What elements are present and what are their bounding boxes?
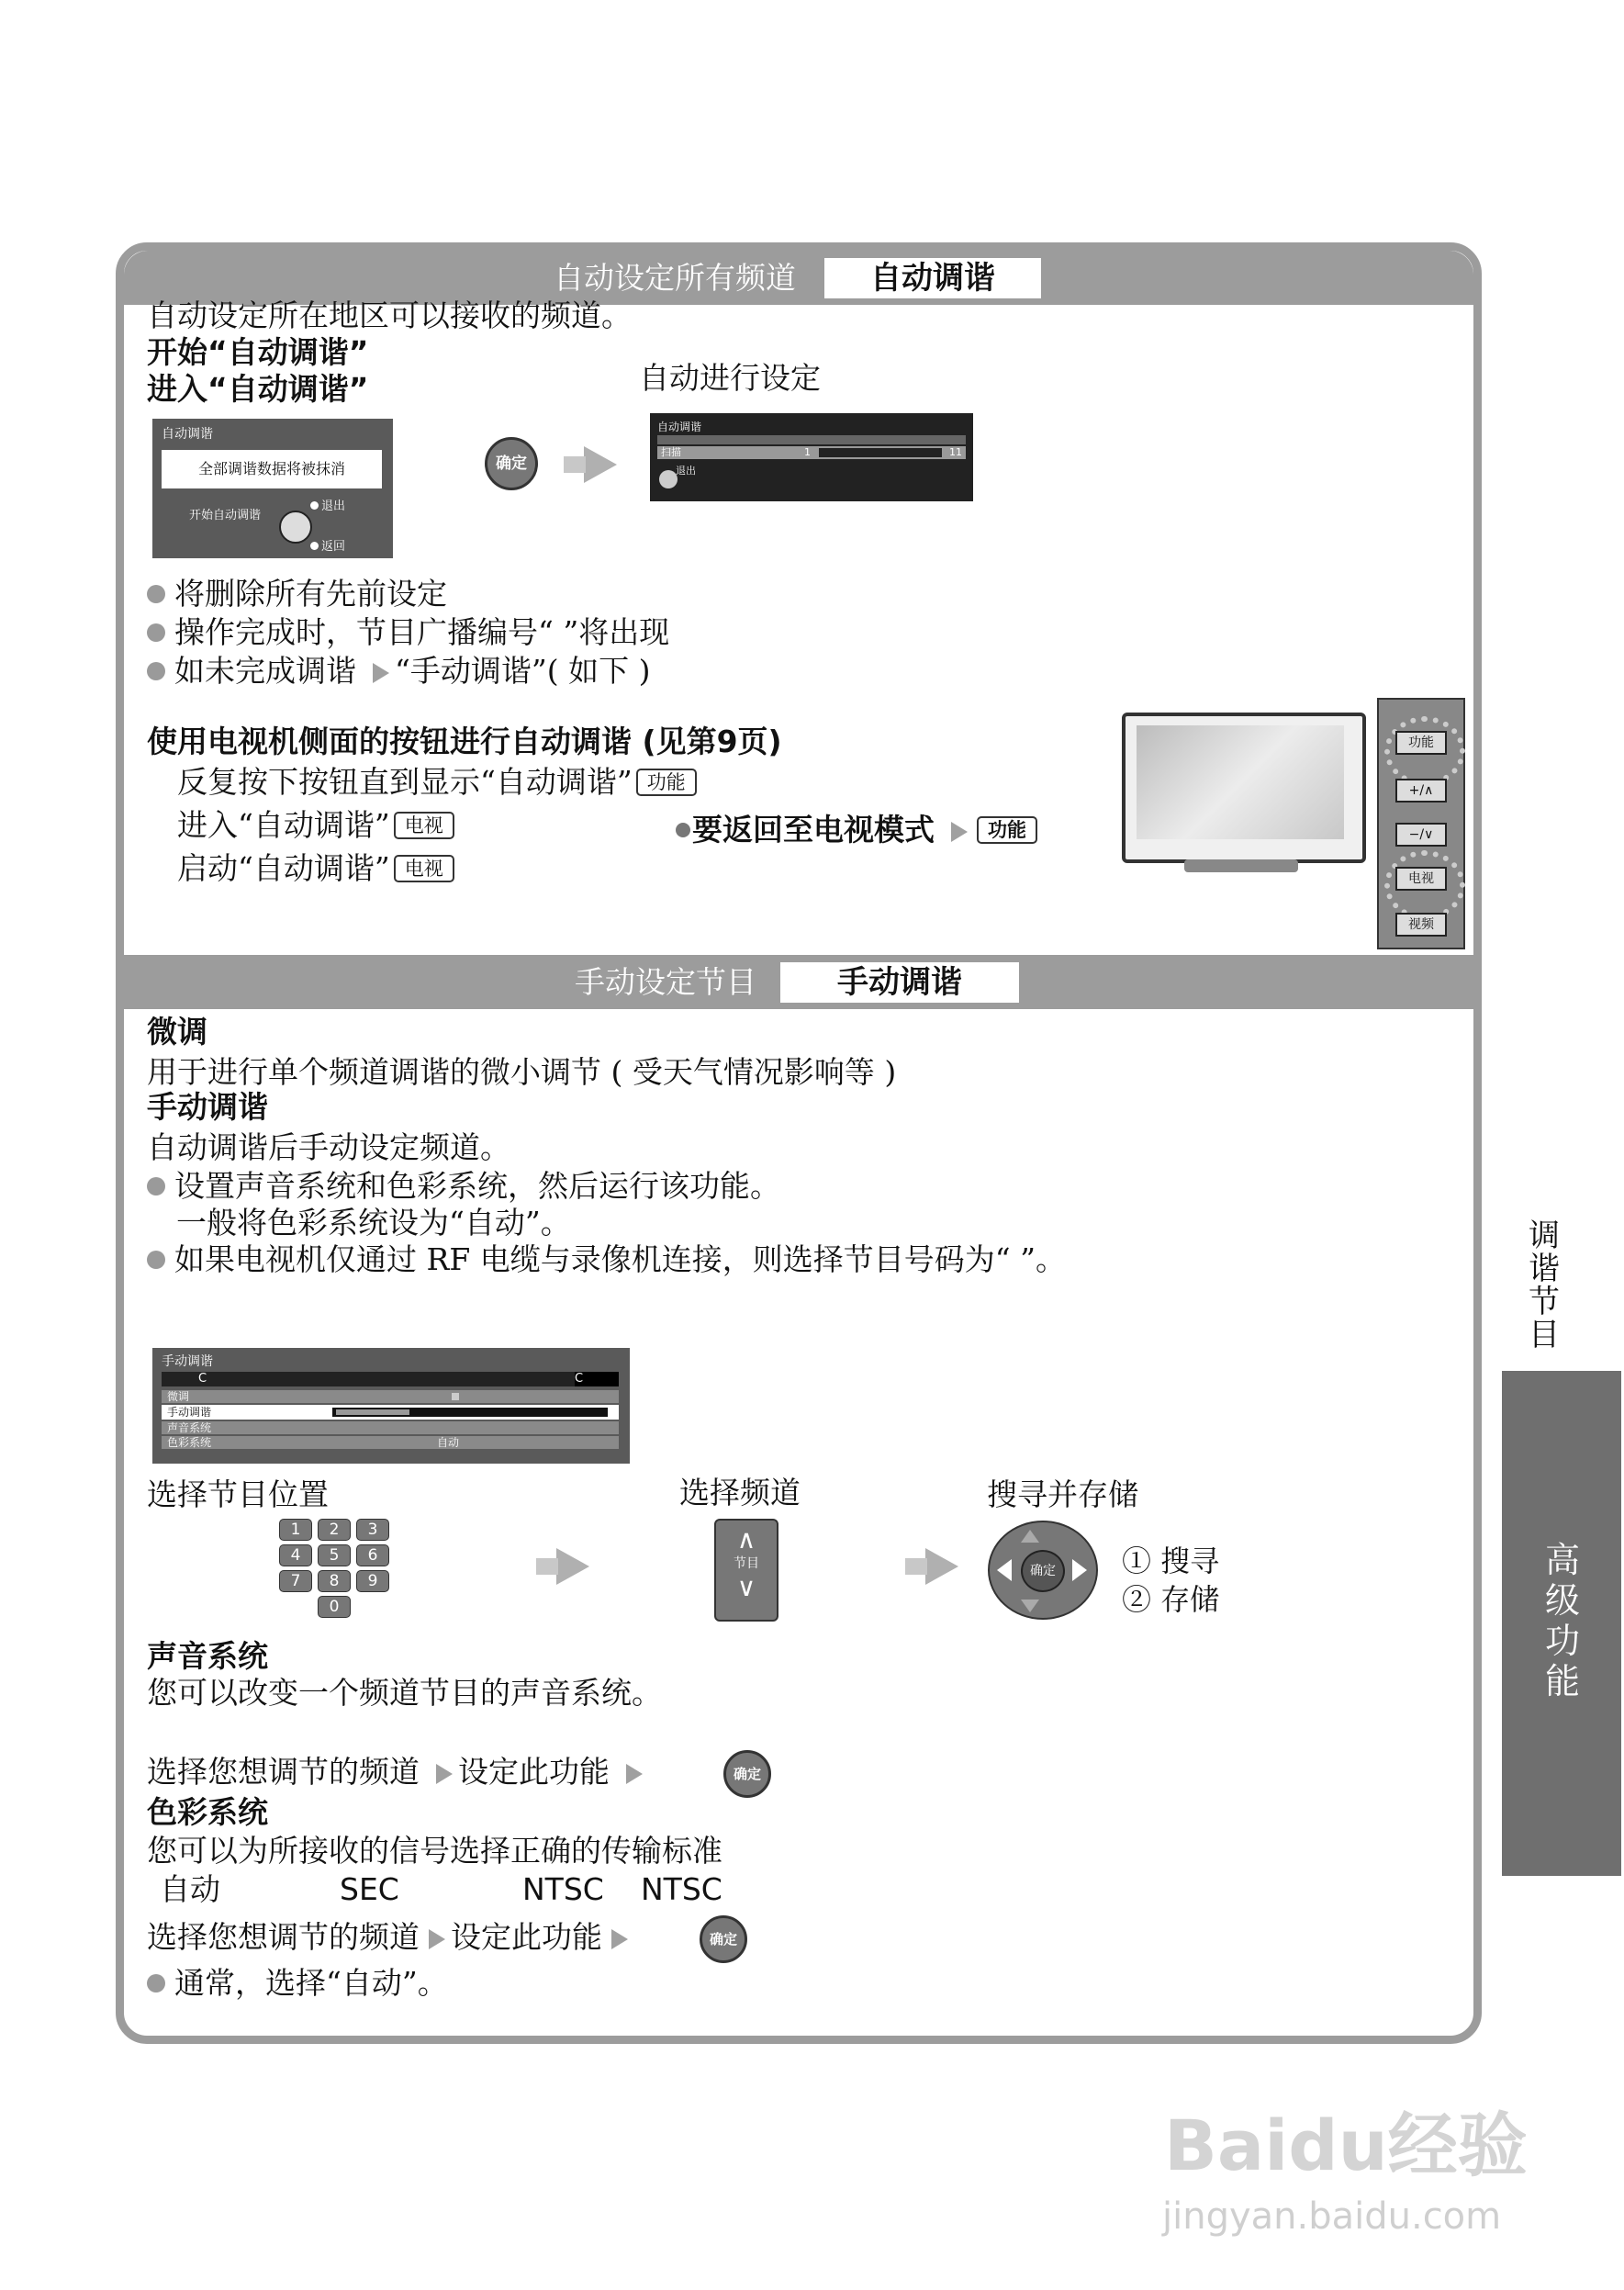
tv-key[interactable]: 电视 — [394, 812, 454, 839]
bullet-icon — [147, 1177, 165, 1196]
manual-screen-title: 手动调谐 — [162, 1354, 213, 1369]
scan-exit: 退出 — [676, 465, 696, 477]
step-select-position: 选择节目位置 — [147, 1476, 329, 1512]
arrow-right-icon — [556, 1548, 589, 1585]
scan-label: 扫描 — [661, 446, 681, 458]
dpad-up-icon — [1021, 1530, 1039, 1543]
arrow-icon — [626, 1764, 643, 1784]
manual-bullet2: 如果电视机仅通过 RF 电缆与录像机连接，则选择节目号码为“ ”。 — [174, 1241, 1066, 1277]
up-icon: ∧ — [736, 1524, 756, 1555]
row-fine[interactable]: 微调 — [162, 1390, 619, 1403]
function-key[interactable]: 功能 — [636, 769, 697, 796]
arrow-icon — [429, 1929, 445, 1949]
program-label: 节目 — [734, 1556, 759, 1571]
row-color[interactable]: 色彩系统 自动 — [162, 1436, 619, 1449]
key-2[interactable]: 2 — [318, 1519, 351, 1541]
bullet-delete: 将删除所有先前设定 — [174, 576, 447, 612]
dpad[interactable] — [988, 1521, 1098, 1620]
dpad-icon — [659, 470, 678, 488]
store-label: ② 存储 — [1122, 1582, 1220, 1617]
bullet-complete: 操作完成时，节目广播编号“ ”将出现 — [174, 614, 670, 650]
dpad-icon — [279, 511, 312, 544]
header-label: 自动调谐 — [824, 258, 1041, 298]
tv-key[interactable]: 电视 — [394, 855, 454, 882]
fine-desc: 用于进行单个频道调谐的微小调节 ( 受天气情况影响等 ) — [147, 1054, 897, 1090]
tv-side-panel — [1377, 698, 1465, 949]
color-opt-sec: SEC — [340, 1871, 399, 1907]
sound-step-a: 选择您想调节的频道 — [147, 1754, 420, 1790]
key-7[interactable]: 7 — [279, 1570, 312, 1592]
baidu-url: jingyan.baidu.com — [1162, 2195, 1502, 2238]
side-plus-button[interactable]: +/∧ — [1395, 779, 1447, 803]
bullet-incomplete: 如未完成调谐 — [174, 653, 356, 689]
bullet-icon — [147, 1974, 165, 1993]
arrow-icon — [951, 822, 968, 842]
screen-back: 返回 — [321, 540, 346, 554]
dpad-left-icon[interactable] — [997, 1559, 1012, 1581]
side-av-button[interactable]: 视频 — [1395, 913, 1447, 937]
bullet-icon — [147, 623, 165, 642]
screen-message: 全部调谐数据将被抹消 — [162, 450, 382, 488]
step-search-store: 搜寻并存储 — [987, 1476, 1138, 1512]
ok-button[interactable]: 确定 — [485, 437, 538, 490]
ok-button[interactable]: 确定 — [723, 1750, 771, 1798]
manual-title: 手动调谐 — [147, 1089, 268, 1125]
side-minus-button[interactable]: −/∨ — [1395, 823, 1447, 847]
program-updown-button[interactable] — [714, 1519, 778, 1622]
auto-scan-screen — [650, 413, 973, 501]
bullet-icon — [676, 823, 690, 837]
side-tab-lower: 高级功能 — [1544, 1540, 1580, 1701]
side-line1: 反复按下按钮直到显示“自动调谐” — [177, 764, 633, 800]
tv-illustration — [1122, 713, 1366, 863]
dpad-ok-button[interactable]: 确定 — [1021, 1550, 1065, 1592]
color-title: 色彩系统 — [147, 1794, 268, 1830]
color-step-a: 选择您想调节的频道 — [147, 1919, 420, 1955]
arrow-icon — [373, 663, 389, 683]
auto-tuning-screen — [152, 419, 393, 558]
sound-title: 声音系统 — [147, 1638, 268, 1674]
ch-right: C — [575, 1372, 619, 1386]
side-tv-button[interactable]: 电视 — [1395, 867, 1447, 891]
dpad-down-icon — [1021, 1600, 1039, 1612]
auto-intro: 自动设定所在地区可以接收的频道。 — [147, 297, 632, 333]
function-key[interactable]: 功能 — [977, 816, 1037, 844]
baidu-watermark: Baidu经验 — [1164, 2105, 1528, 2186]
down-icon: ∨ — [736, 1572, 756, 1602]
manual-tuning-screen — [152, 1348, 630, 1464]
bullet-incomplete-suffix: “手动调谐”( 如下 ) — [395, 653, 651, 689]
bullet-icon — [147, 1251, 165, 1269]
scan-progress — [819, 448, 942, 457]
scan-val1: 1 — [804, 446, 811, 458]
color-desc: 您可以为所接收的信号选择正确的传输标准 — [147, 1833, 722, 1869]
key-1[interactable]: 1 — [279, 1519, 312, 1541]
auto-start: 开始“自动调谐” — [147, 334, 369, 370]
side-tab[interactable] — [1502, 1371, 1621, 1876]
dot-icon — [310, 542, 319, 550]
screen-exit: 退出 — [321, 500, 346, 513]
header-label: 手动调谐 — [780, 962, 1019, 1003]
dot-icon — [310, 501, 319, 510]
key-5[interactable]: 5 — [318, 1544, 351, 1566]
key-4[interactable]: 4 — [279, 1544, 312, 1566]
color-step-b: 设定此功能 — [451, 1919, 602, 1955]
side-button-title: 使用电视机侧面的按钮进行自动调谐 (见第9页) — [147, 724, 782, 759]
key-3[interactable]: 3 — [356, 1519, 389, 1541]
manual-tuning-header — [124, 955, 1473, 1009]
arrow-right-icon — [925, 1548, 958, 1585]
sound-desc: 您可以改变一个频道节目的声音系统。 — [147, 1675, 662, 1711]
sound-step-b: 设定此功能 — [458, 1754, 610, 1790]
arrow-icon — [436, 1764, 453, 1784]
side-line2: 进入“自动调谐” — [177, 807, 390, 843]
side-function-button[interactable]: 功能 — [1395, 731, 1447, 755]
manual-desc: 自动调谐后手动设定频道。 — [147, 1129, 510, 1165]
scan-title: 自动调谐 — [657, 421, 702, 433]
screen-start-label: 开始自动调谐 — [189, 509, 262, 522]
manual-bullet1b: 一般将色彩系统设为“自动”。 — [176, 1205, 571, 1240]
key-9[interactable]: 9 — [356, 1570, 389, 1592]
bullet-icon — [147, 585, 165, 603]
fine-title: 微调 — [147, 1014, 207, 1050]
arrow-right-icon — [584, 446, 617, 483]
key-6[interactable]: 6 — [356, 1544, 389, 1566]
side-tab-upper: 调谐节目 — [1529, 1218, 1560, 1353]
manual-bullet1a: 设置声音系统和色彩系统，然后运行该功能。 — [174, 1168, 780, 1204]
row-sound[interactable]: 声音系统 — [162, 1421, 619, 1434]
tv-screen — [1137, 725, 1344, 839]
color-opt-ntsc2: NTSC — [641, 1871, 722, 1907]
header-title: 自动设定所有频道 — [554, 260, 796, 296]
color-value: 自动 — [437, 1436, 460, 1449]
color-opt-ntsc1: NTSC — [522, 1871, 604, 1907]
search-label: ① 搜寻 — [1122, 1544, 1220, 1578]
step-select-channel: 选择频道 — [679, 1475, 801, 1510]
bullet-icon — [147, 662, 165, 680]
side-line3: 启动“自动调谐” — [177, 850, 390, 886]
auto-set-label: 自动进行设定 — [639, 360, 821, 396]
return-tv: 要返回至电视模式 — [692, 812, 935, 848]
screen-title: 自动调谐 — [162, 427, 213, 442]
key-0[interactable]: 0 — [318, 1596, 351, 1618]
row-manual[interactable]: 手动调谐 — [162, 1405, 619, 1420]
scan-row — [657, 446, 966, 459]
ok-button[interactable]: 确定 — [700, 1915, 747, 1963]
tv-stand — [1184, 859, 1298, 872]
dpad-right-icon[interactable] — [1072, 1559, 1087, 1581]
color-note: 通常，选择“自动”。 — [174, 1965, 448, 2001]
scan-val2: 11 — [949, 446, 962, 458]
arrow-icon — [611, 1929, 628, 1949]
key-8[interactable]: 8 — [318, 1570, 351, 1592]
ch-left: C — [198, 1372, 207, 1386]
header-title: 手动设定节目 — [575, 964, 756, 1000]
color-opt-auto: 自动 — [160, 1871, 220, 1907]
auto-enter: 进入“自动调谐” — [147, 371, 369, 407]
